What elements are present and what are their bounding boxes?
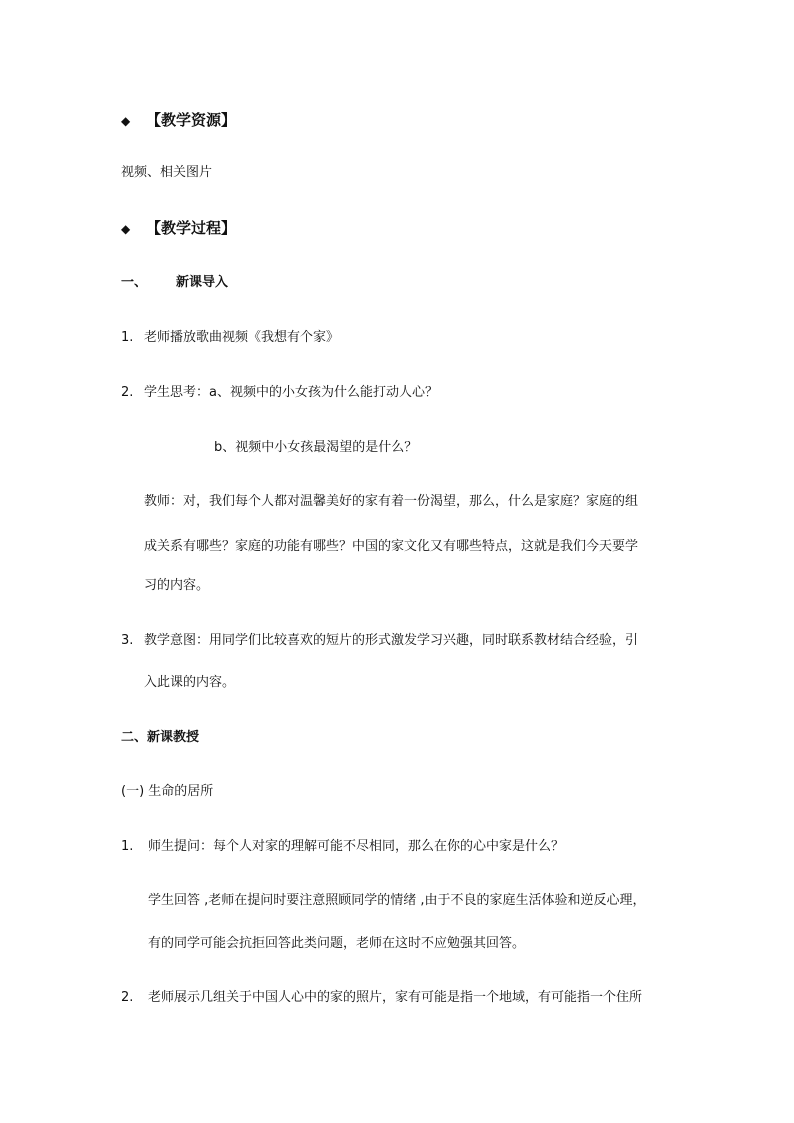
bullet-diamond-icon: ◆ bbox=[121, 222, 131, 236]
answer-paragraph-line: 学生回答 ,老师在提问时要注意照顾同学的情绪 ,由于不良的家庭生活体验和逆反心理， bbox=[148, 893, 646, 908]
section-heading-resources: 【教学资源】 bbox=[146, 111, 237, 129]
list-number: 2. bbox=[121, 990, 134, 1005]
list-number: 3. bbox=[121, 633, 134, 648]
list-item-text: 老师展示几组关于中国人心中的家的照片，家有可能是指一个地域，有可能指一个住所 bbox=[148, 990, 643, 1005]
resources-content: 视频、相关图片 bbox=[121, 165, 213, 180]
teacher-paragraph-line: 习的内容。 bbox=[144, 578, 210, 593]
intent-paragraph-line: 教学意图：用同学们比较喜欢的短片的形式激发学习兴趣，同时联系教材结合经验，引 bbox=[144, 633, 639, 648]
section-heading-process: 【教学过程】 bbox=[146, 219, 237, 237]
intent-paragraph-line: 入此课的内容。 bbox=[144, 675, 236, 690]
subsection-title: (一) 生命的居所 bbox=[121, 784, 214, 799]
part1-title: 新课导入 bbox=[176, 275, 229, 290]
list-item-text: 老师播放歌曲视频《我想有个家》 bbox=[144, 330, 340, 345]
sub-question-b: b、视频中小女孩最渴望的是什么？ bbox=[214, 440, 418, 455]
part2-title: 二、新课教授 bbox=[121, 730, 200, 745]
teacher-paragraph-line: 教师：对，我们每个人都对温馨美好的家有着一份渴望，那么，什么是家庭？家庭的组 bbox=[144, 494, 639, 509]
list-number: 2. bbox=[121, 385, 134, 400]
list-item-text: 学生思考：a、视频中的小女孩为什么能打动人心？ bbox=[144, 385, 438, 400]
list-number: 1. bbox=[121, 330, 134, 345]
list-item-text: 师生提问：每个人对家的理解可能不尽相同，那么在你的心中家是什么？ bbox=[148, 839, 565, 854]
teacher-paragraph-line: 成关系有哪些？家庭的功能有哪些？中国的家文化又有哪些特点，这就是我们今天要学 bbox=[144, 539, 639, 554]
answer-paragraph-line: 有的同学可能会抗拒回答此类问题，老师在这时不应勉强其回答。 bbox=[148, 936, 526, 951]
bullet-diamond-icon: ◆ bbox=[121, 114, 131, 128]
list-number: 1. bbox=[121, 839, 134, 854]
part1-number: 一、 bbox=[121, 275, 148, 290]
